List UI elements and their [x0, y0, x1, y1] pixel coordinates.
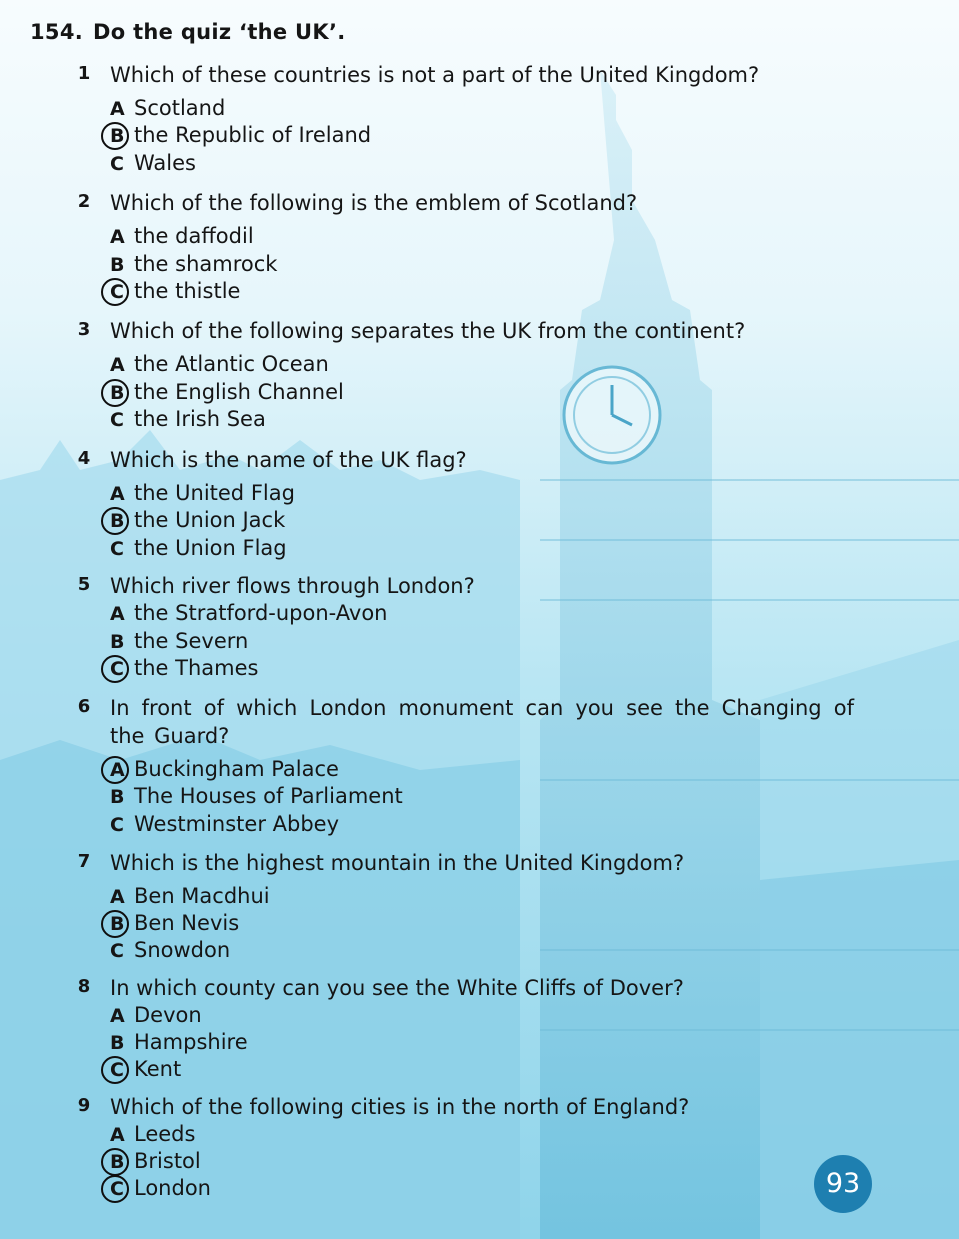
option-letter: A: [110, 1124, 125, 1146]
option-letter: A: [110, 354, 125, 376]
question-text: In which county can you see the White Cliffs of Dover?: [110, 976, 684, 1000]
answer-circle-mark: [101, 507, 129, 535]
option-text: Hampshire: [134, 1030, 248, 1054]
answer-circle-mark: [101, 1056, 129, 1084]
answer-option: [110, 909, 239, 937]
question-number: 6: [77, 696, 91, 717]
answer-circle-mark: [101, 379, 129, 407]
answer-option: [110, 1174, 211, 1202]
option-text: the Atlantic Ocean: [134, 352, 329, 376]
option-text: London: [134, 1176, 211, 1200]
option-text: Bristol: [134, 1149, 201, 1173]
question-number: 5: [77, 574, 91, 595]
option-text: Snowdon: [134, 938, 231, 962]
answer-option: [110, 755, 339, 783]
answer-option: [110, 654, 258, 682]
option-letter: C: [110, 1056, 134, 1084]
answer-option: [110, 1028, 248, 1056]
question-text: Which of the following is the emblem of Scotland?: [110, 191, 638, 215]
question-number: 8: [77, 976, 91, 997]
option-text: Ben Macdhui: [134, 884, 270, 908]
option-text: the daffodil: [134, 224, 254, 248]
answer-option: [110, 936, 230, 964]
option-letter: C: [110, 153, 124, 175]
question-text: Which is the name of the UK flag?: [110, 448, 467, 472]
option-text: the Republic of Ireland: [134, 123, 372, 147]
question-number: 1: [77, 63, 91, 84]
answer-option: [110, 1147, 201, 1175]
answer-option: [110, 506, 285, 534]
option-letter: C: [110, 409, 124, 431]
answer-option: [110, 121, 371, 149]
option-text: the English Channel: [134, 380, 344, 404]
question-text: Which river flows through London?: [110, 574, 475, 598]
answer-circle-mark: [101, 1175, 129, 1203]
answer-circle-mark: [101, 910, 129, 938]
option-text: Devon: [134, 1003, 202, 1027]
answer-circle-mark: [101, 278, 129, 306]
option-text: the United Flag: [134, 481, 295, 505]
option-text: Buckingham Palace: [134, 757, 339, 781]
answer-option: [110, 378, 344, 406]
answer-option: [110, 405, 266, 433]
option-letter: B: [110, 631, 125, 653]
option-letter: C: [110, 655, 134, 683]
option-text: the Stratford-upon-Avon: [134, 601, 388, 625]
option-text: the thistle: [134, 279, 241, 303]
option-letter: A: [110, 603, 125, 625]
question-number: 4: [77, 448, 91, 469]
answer-circle-mark: [101, 1148, 129, 1176]
answer-option: [110, 250, 277, 278]
option-letter: B: [110, 786, 125, 808]
exercise-title: Do the quiz ‘the UK’.: [93, 20, 346, 44]
question-number: 9: [77, 1095, 91, 1116]
answer-option: [110, 94, 225, 122]
option-text: the Severn: [134, 629, 249, 653]
option-letter: C: [110, 940, 124, 962]
option-text: the Thames: [134, 656, 259, 680]
option-text: Wales: [134, 151, 196, 175]
answer-option: [110, 479, 295, 507]
option-text: Ben Nevis: [134, 911, 240, 935]
question-text: In front of which London monument can you see the Changing of the Guard?: [110, 696, 854, 748]
question-number: 2: [77, 191, 91, 212]
option-text: The Houses of Parliament: [134, 784, 403, 808]
answer-circle-mark: [101, 756, 129, 784]
option-letter: B: [110, 122, 134, 150]
answer-option: [110, 1001, 202, 1029]
option-letter: A: [110, 756, 134, 784]
option-letter: A: [110, 98, 125, 120]
option-letter: B: [110, 1148, 134, 1176]
page-number-badge: 93: [814, 1155, 872, 1213]
exercise-heading: [30, 20, 346, 44]
answer-option: [110, 627, 248, 655]
option-letter: A: [110, 483, 125, 505]
option-text: the shamrock: [134, 252, 278, 276]
option-letter: C: [110, 814, 124, 836]
option-letter: C: [110, 538, 124, 560]
answer-option: [110, 1055, 181, 1083]
option-letter: A: [110, 886, 125, 908]
option-letter: A: [110, 1005, 125, 1027]
option-letter: C: [110, 1175, 134, 1203]
option-letter: B: [110, 379, 134, 407]
option-text: Scotland: [134, 96, 226, 120]
answer-option: [110, 782, 403, 810]
option-letter: B: [110, 507, 134, 535]
question-number: 3: [77, 319, 91, 340]
answer-circle-mark: [101, 122, 129, 150]
option-letter: B: [110, 254, 125, 276]
answer-option: [110, 277, 240, 305]
question-text: Which of the following cities is in the north of England?: [110, 1095, 690, 1119]
answer-option: [110, 222, 254, 250]
option-text: the Union Jack: [134, 508, 286, 532]
answer-option: [110, 599, 388, 627]
option-letter: B: [110, 910, 134, 938]
option-text: the Irish Sea: [134, 407, 266, 431]
option-text: the Union Flag: [134, 536, 287, 560]
question-text: Which of these countries is not a part of the United Kingdom?: [110, 63, 760, 87]
answer-option: [110, 149, 196, 177]
answer-option: [110, 882, 270, 910]
answer-option: [110, 1120, 195, 1148]
question-text: Which is the highest mountain in the United Kingdom?: [110, 851, 685, 875]
option-letter: A: [110, 226, 125, 248]
option-text: Leeds: [134, 1122, 196, 1146]
exercise-number: 154.: [30, 20, 84, 44]
question-text: Which of the following separates the UK from the continent?: [110, 319, 746, 343]
answer-circle-mark: [101, 655, 129, 683]
answer-option: [110, 534, 287, 562]
option-text: Westminster Abbey: [134, 812, 340, 836]
question-number: 7: [77, 851, 91, 872]
option-text: Kent: [134, 1057, 182, 1081]
answer-option: [110, 350, 329, 378]
answer-option: [110, 810, 339, 838]
option-letter: B: [110, 1032, 125, 1054]
option-letter: C: [110, 278, 134, 306]
